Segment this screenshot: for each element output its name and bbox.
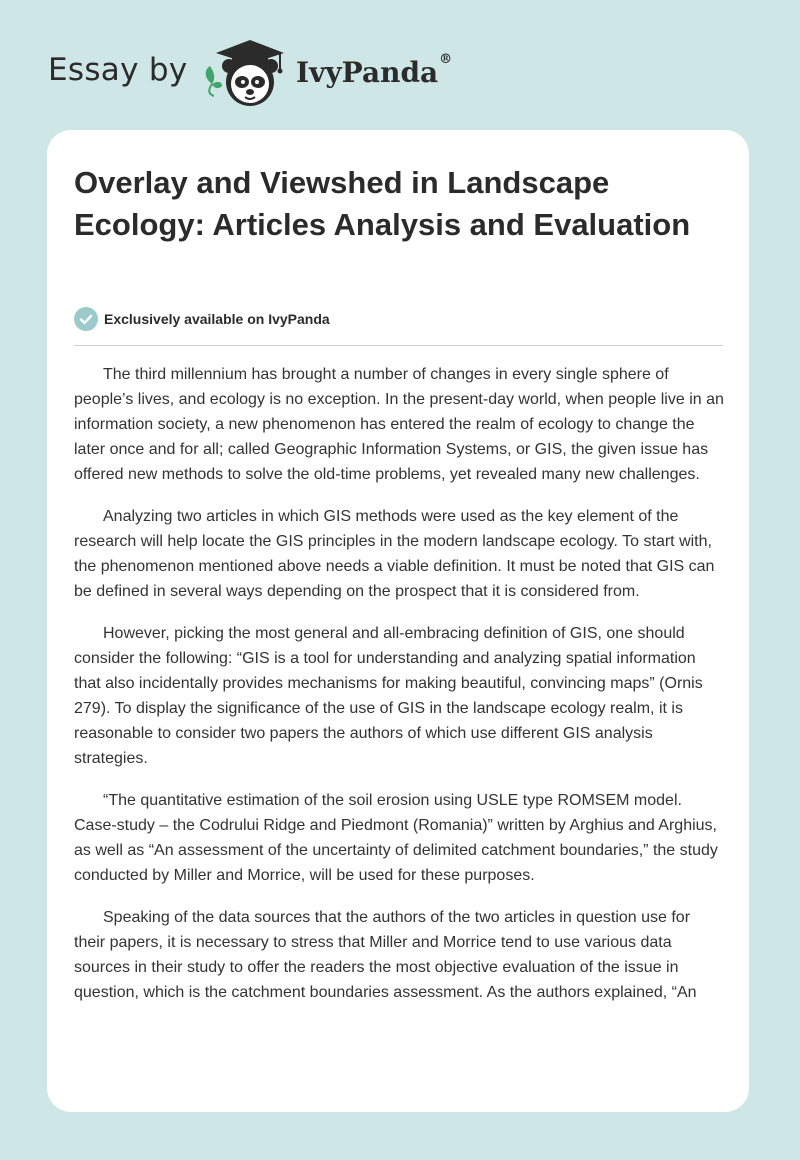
paragraph: Analyzing two articles in which GIS methods were used as the key element of the research will help locate the GIS principles in the modern landscape ecology. To start with, the phenomenon mentioned above needs a viable definition. It must be noted that GIS can be defined in several ways depending on the prospect that it is considered from. — [74, 508, 715, 600]
registered-mark: ® — [439, 52, 453, 67]
article-body — [74, 362, 725, 1022]
brand-name-text: IvyPanda — [296, 56, 439, 89]
exclusive-label: Exclusively available on IvyPanda — [104, 311, 330, 327]
panda-logo-icon[interactable] — [198, 36, 294, 112]
paragraph: “The quantitative estimation of the soil erosion using USLE type ROMSEM model. Case-study – the Codrului Ridge and Piedmont (Romania)” written by Arghius and Arghius, as well as “An assessment of the uncertainty of delimited catchment boundaries,” the study conducted by Miller and Morrice, will be used for these purposes. — [74, 792, 718, 884]
divider — [74, 345, 723, 346]
article-title: Overlay and Viewshed in Landscape Ecology: Articles Analysis and Evaluation — [74, 165, 691, 242]
paragraph: Speaking of the data sources that the authors of the two articles in question use for their papers, it is necessary to stress that Miller and Morrice tend to use various data sources in their study to offer the readers the most objective evaluation of the issue in question, which is the catchment boundaries assessment. As the authors explained, “An — [74, 909, 697, 1001]
paragraph: However, picking the most general and all-embracing definition of GIS, one should consider the following: “GIS is a tool for understanding and analyzing spatial information that also incidentally provides mechanisms for making beautiful, convincing maps” (Ornis 279). To display the significance of the use of GIS in the landscape ecology realm, it is reasonable to consider two papers the authors of which use different GIS analysis strategies. — [74, 625, 703, 767]
check-circle-icon — [74, 307, 98, 331]
leaf-icon — [206, 66, 222, 96]
article-card — [47, 130, 749, 1112]
brand-prefix: Essay by — [48, 52, 188, 88]
site-header — [0, 0, 800, 130]
exclusive-badge — [74, 306, 330, 332]
brand-name[interactable] — [296, 52, 453, 89]
paragraph: The third millennium has brought a number of changes in every single sphere of people’s lives, and ecology is no exception. In the present-day world, when people live in an information society, a new phenomenon has entered the realm of ecology to change the later once and for all; called Geographic Information Systems, or GIS, the given issue has offered new methods to solve the old-time problems, yet revealed many new challenges. — [74, 366, 724, 483]
